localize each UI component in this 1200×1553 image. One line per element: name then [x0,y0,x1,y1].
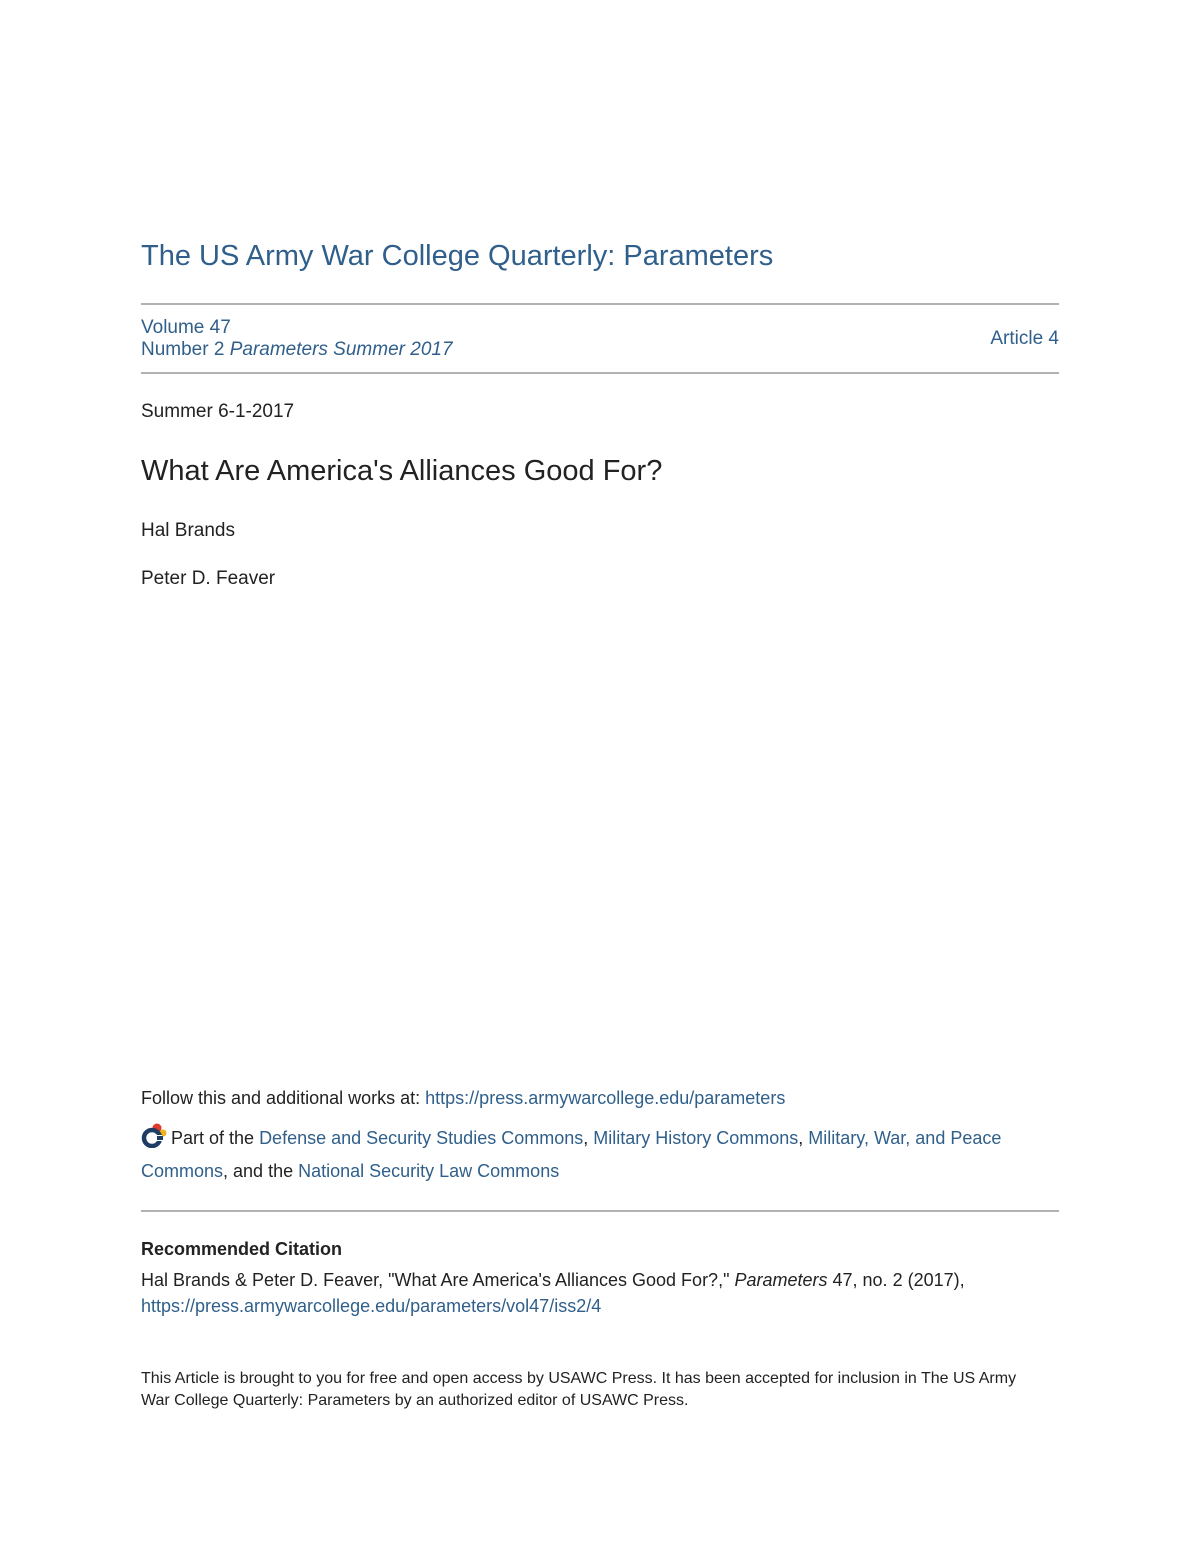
commons-network-icon [141,1122,167,1148]
follow-prefix: Follow this and additional works at: [141,1088,426,1108]
follow-url-link[interactable]: https://press.armywarcollege.edu/parameters [425,1088,786,1108]
article-number: Article 4 [990,328,1059,349]
volume-link[interactable]: Volume 47 [141,317,231,338]
article-title: What Are America's Alliances Good For? [141,455,663,487]
commons-link-military-history[interactable]: Military History Commons [593,1128,799,1148]
citation-part-2: 47, no. 2 (2017), [827,1270,965,1290]
middle-divider [141,372,1059,374]
part-of-prefix: Part of the [171,1128,260,1148]
commons-link-defense-security[interactable]: Defense and Security Studies Commons [259,1128,584,1148]
top-divider [141,303,1059,305]
author-1: Hal Brands [141,520,235,541]
commons-link-military-war-peace[interactable]: Military, War, and Peace Commons [141,1128,1002,1181]
part-of-commons [141,1122,1041,1188]
separator: , [798,1128,809,1148]
follow-line [141,1088,785,1109]
volume-info [141,317,453,361]
journal-title-link[interactable]: The US Army War College Quarterly: Parameters [141,240,774,272]
issue-line [141,339,453,361]
citation-text [141,1267,1059,1319]
citation-url-link[interactable]: https://press.armywarcollege.edu/parameters/vol47/iss2/4 [141,1296,602,1316]
commons-link-national-security-law[interactable]: National Security Law Commons [298,1161,560,1181]
bottom-divider [141,1210,1059,1212]
separator: , [583,1128,594,1148]
author-2: Peter D. Feaver [141,568,276,589]
citation-heading: Recommended Citation [141,1239,343,1259]
citation-part-1: Hal Brands & Peter D. Feaver, "What Are America's Alliances Good For?," [141,1270,735,1290]
publication-date: Summer 6-1-2017 [141,401,295,422]
access-statement: This Article is brought to you for free and open access by USAWC Press. It has been accepted for inclusion in The US Army War College Quarterly: Parameters by an authorized editor of USAWC Press. [141,1370,1017,1409]
number-link[interactable]: Number 2 [141,339,225,360]
issue-title-link[interactable]: Parameters Summer 2017 [229,339,453,360]
citation-journal: Parameters [734,1270,828,1290]
separator: , and the [223,1161,299,1181]
cover-page [141,0,1059,1553]
